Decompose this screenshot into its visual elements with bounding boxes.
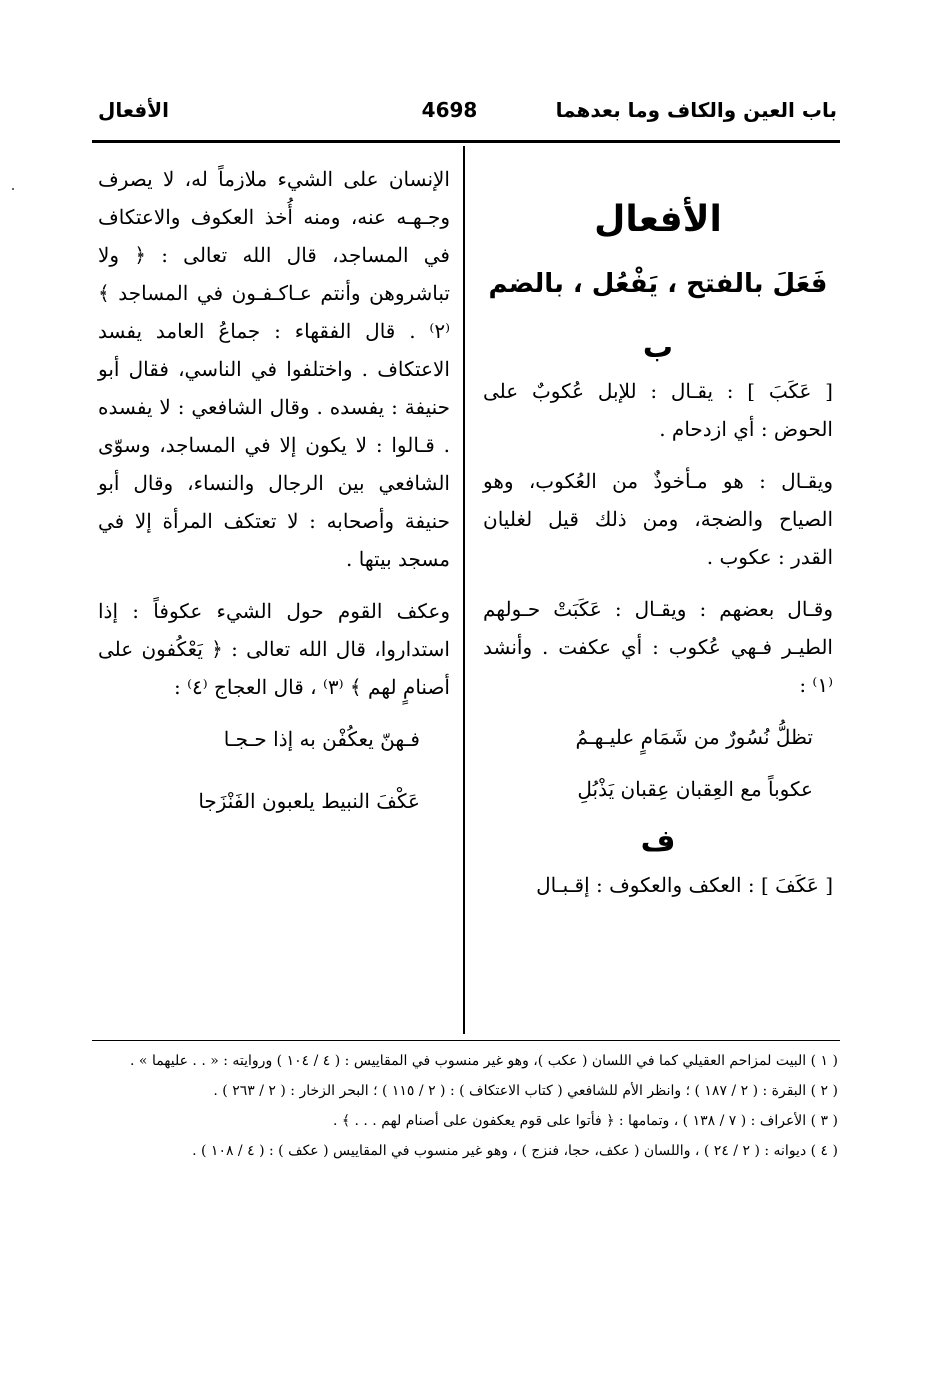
left-column	[98, 160, 450, 844]
verse-line: عَكْفَ النبيط يلعبون الفَنْزَجا	[198, 789, 420, 813]
verse-line: عكوباً مع العِقبان عِقبان يَذْبُلِ	[577, 777, 813, 801]
footnote: ( ١ ) البيت لمزاحم العقيلي كما في اللسان ( عكب )، وهو غير منسوب في المقاييس : ( ٤ / ١٠٤ ) وروايته : « . . عليهما » .	[130, 1053, 838, 1069]
footnote: ( ٢ ) البقرة : ( ٢ / ١٨٧ ) ؛ وانظر الأم للشافعي ( كتاب الاعتكاف ) : ( ٢ / ١١٥ ) ؛ البحر الزخار : ( ٢ / ٢٦٣ ) .	[213, 1083, 838, 1099]
verse-line: تظلُّ نُسُورٌ من شَمَامٍ عليـهـمُ	[575, 725, 813, 749]
footnotes	[96, 1048, 838, 1168]
verse-line: فـهنّ يعكُفْن به إذا حـجـا	[223, 727, 420, 751]
column-divider	[463, 146, 465, 1034]
sub-heading: فَعَلَ بالفتح ، يَفْعُل ، بالضم	[488, 269, 828, 299]
page-header	[92, 92, 837, 132]
footnote: ( ٣ ) الأعراف : ( ٧ / ١٣٨ ) ، وتمامها : ﴿ فأتوا على قوم يعكفون على أصنام لهم . . . ﴾ .	[332, 1113, 838, 1129]
entry-paragraph: الإنسان على الشيء ملازماً له، لا يصرف وجـهـه عنه، ومنه أُخذ العكوف والاعتكاف في المساجد، قال الله تعالى : ﴿ ولا تباشروهن وأنتم عـاكـفـون في المساجد ﴾ ⁽٢⁾ . قال الفقهاء : جماعُ العامد يفسد الاعتكاف . واختلفوا في الناسي، فقال أبو حنيفة : يفسده . وقال الشافعي : لا يفسده . قـالوا : لا يكون إلا في المساجد، وسوّى الشافعي بين الرجال والنساء، وقال أبو حنيفة وأصحابه : لا تعتكف المرأة إلا في مسجد بيتها .	[98, 167, 450, 571]
chapter-title: باب العين والكاف وما بعدهما	[555, 98, 837, 122]
section-title: الأفعال	[98, 98, 169, 122]
footnote: ( ٤ ) ديوانه : ( ٢ / ٢٤ ) ، واللسان ( عكف، حجا، فنزج ) ، وهو غير منسوب في المقاييس ( عكف ) : ( ٤ / ١٠٨ ) .	[192, 1143, 838, 1159]
entry-paragraph: وعكف القوم حول الشيء عكوفاً : إذا استداروا، قال الله تعالى : ﴿ يَعْكُفون على أصنامٍ لهم ﴾ ⁽٣⁾ ، قال العجاج ⁽٤⁾ :	[98, 599, 450, 699]
right-column	[483, 160, 833, 918]
letter-heading-f: ف	[640, 824, 676, 859]
scan-speck	[12, 188, 14, 190]
page-number: 4698	[421, 98, 478, 122]
footnote-rule	[92, 1040, 840, 1041]
header-rule	[92, 140, 840, 143]
entry-paragraph: وقـال بعضهم : ويقـال : عَكَبَتْ حـولهم الطيـر فـهي عُكوب : أي عكفت . وأنشد ⁽١⁾ :	[483, 597, 833, 697]
entry-paragraph: [ عَكَفَ ] : العكف والعكوف : إقـبـال	[536, 873, 833, 897]
entry-paragraph: [ عَكَبَ ] : يقـال : للإبل عُكوبٌ على الحوض : أي ازدحام .	[483, 379, 833, 441]
letter-heading-b: ب	[642, 330, 674, 365]
main-heading: الأفعال	[594, 199, 722, 240]
entry-paragraph: ويقـال : هو مـأخوذٌ من العُكوب، وهو الصياح والضجة، ومن ذلك قيل لغليان القدر : عكوب .	[483, 469, 833, 569]
